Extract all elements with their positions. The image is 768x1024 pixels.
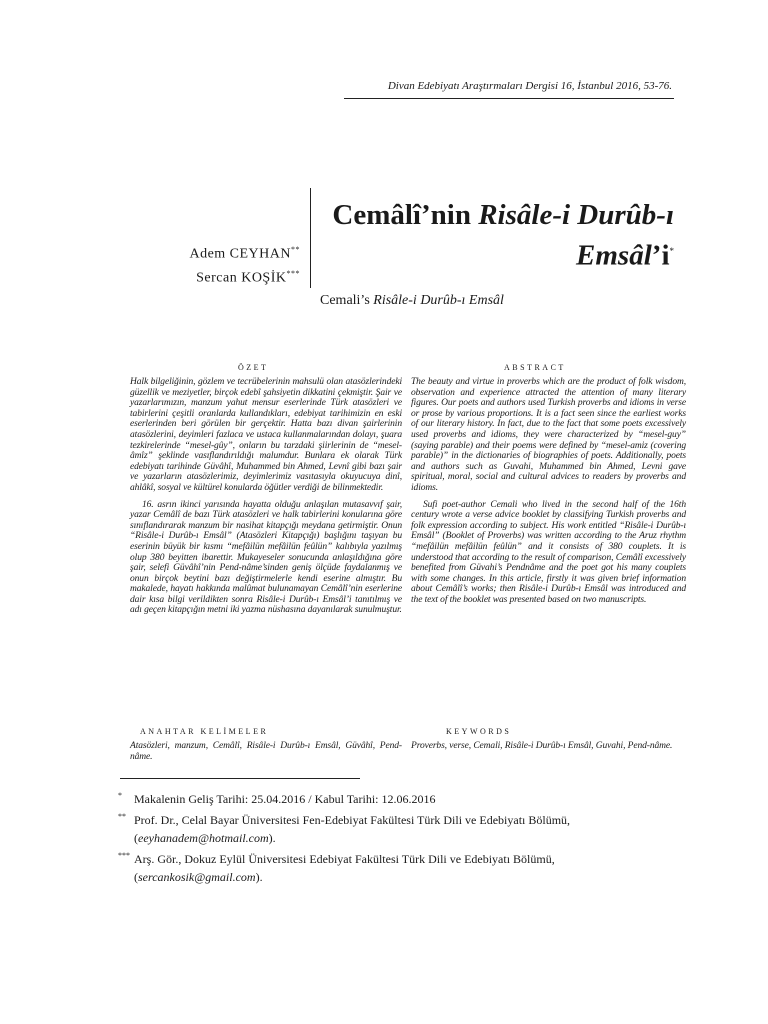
footnote-2 bbox=[118, 811, 678, 847]
footnote-text: Arş. Gör., Dokuz Eylül Üniversitesi Edebiyat Fakültesi Türk Dili ve Edebiyatı Bölümü, ( bbox=[134, 852, 555, 884]
footnote-text-end: ). bbox=[255, 870, 263, 884]
email-link[interactable]: sercankosik@gmail.com bbox=[138, 870, 256, 884]
ozet-paragraph: Halk bilgeliğinin, gözlem ve tecrübelerinin mahsulü olan atasözlerindeki güzellik ve meziyetler, birçok edebî şahsiyetin dikkatini çekmiştir. Şair ve yazarlarımızın, manzum yahut mensur eserlerinde Türk atasözleri ve tabirlerini çeşitli oranlarda kullandıkları, edebiyat tarihimizin en eski eserlerinden beri görülen bir gerçektir. Hatta bazı divan şairlerinin atasözlerini, deyimleri fazlaca ve ustaca kullanmalarından dolayı, şuara tezkirelerinde “mesel-gûy”, onların bu tarzdaki şiirlerinin de “mesel-âmîz” şeklinde vasıflandırıldığı malumdur. Bunlara ek olarak Türk edebiyatı tarihinde Güvâhî, Muhammed bin Ahmed, Levnî gibi bazı şair ve yazarların atasözlerimiz, deyimlerimiz vasıtasıyla okuyucuya dinî, ahlâkî, sosyal ve kültürel konularda öğütler verdiği de bilinmektedir. bbox=[130, 377, 402, 493]
author-1-name: Adem CEYHAN bbox=[189, 246, 291, 262]
keywords-en-label: KEYWORDS bbox=[446, 727, 512, 736]
footnote-3 bbox=[118, 850, 678, 886]
article-title bbox=[318, 197, 674, 274]
ozet-label: ÖZET bbox=[238, 363, 269, 372]
title-footnote-mark: * bbox=[669, 246, 674, 256]
abstract-label: ABSTRACT bbox=[504, 363, 566, 372]
abstract-body bbox=[411, 377, 686, 605]
footnote-text: Prof. Dr., Celal Bayar Üniversitesi Fen-Edebiyat Fakültesi Türk Dili ve Edebiyatı Bölümü, ( bbox=[134, 813, 571, 845]
footnotes bbox=[118, 790, 678, 889]
footnote-text-end: ). bbox=[268, 831, 276, 845]
keywords-tr: Atasözleri, manzum, Cemâlî, Risâle-i Durûb-ı Emsâl, Güvâhî, Pend-nâme. bbox=[130, 741, 402, 762]
footnote-1 bbox=[118, 790, 678, 808]
keywords-tr-label: ANAHTAR KELİMELER bbox=[140, 727, 269, 736]
title-divider bbox=[310, 188, 311, 288]
author-1-footnote-mark: ** bbox=[291, 245, 300, 254]
author-name bbox=[120, 240, 300, 264]
footnote-mark: * bbox=[118, 791, 122, 800]
footnote-mark: ** bbox=[118, 812, 126, 821]
journal-header: Divan Edebiyatı Araştırmaları Dergisi 16, İstanbul 2016, 53-76. bbox=[387, 80, 672, 92]
author-2-name: Sercan KOŞİK bbox=[196, 270, 287, 286]
title-part-italic: Risâle-i Durûb-ı Emsâl bbox=[478, 199, 674, 272]
footnote-mark: *** bbox=[118, 851, 130, 860]
footnote-rule bbox=[120, 778, 360, 779]
ozet-body bbox=[130, 377, 402, 616]
author-name bbox=[120, 264, 300, 288]
subtitle-italic: Risâle-i Durûb-ı Emsâl bbox=[373, 293, 504, 308]
email-link[interactable]: eeyhanadem@hotmail.com bbox=[138, 831, 269, 845]
header-rule bbox=[344, 98, 674, 99]
footnote-text: Makalenin Geliş Tarihi: 25.04.2016 / Kabul Tarihi: 12.06.2016 bbox=[134, 792, 436, 806]
title-part-3: ’i bbox=[651, 239, 670, 272]
author-block bbox=[120, 240, 300, 287]
author-2-footnote-mark: *** bbox=[286, 268, 300, 278]
subtitle-prefix: Cemali’s bbox=[320, 293, 374, 308]
abstract-paragraph: The beauty and virtue in proverbs which are the product of folk wisdom, observation and experience attracted the attention of many literary figures. Our poets and authors used Turkish proverbs and idioms in verse or prose by various proportions. It is a fact seen since the earliest works of our literary history. In fact, due to the fact that some poets excessively used proverbs and idioms, they were characterized by “mesel-guy” (saying parable) and their poems were defined by “mesel-amiz (covering parable)” in the dictionaries of biographies of poets. Additionally, poets and authors such as Guvahi, Muhammed bin Ahmed, Levni gave spiritual, moral, social and cultural advices to readers by proverbs and idioms. bbox=[411, 377, 686, 493]
title-part-1: Cemâlî’nin bbox=[332, 199, 479, 231]
ozet-paragraph: 16. asrın ikinci yarısında hayatta olduğu anlaşılan mutasavvıf şair, yazar Cemâlî de bazı Türk atasözleri ve halk tabirlerini konularına göre sınıflandırarak manzum bir nasihat kitapçığı meydana getirmiştir. Onun “Risâle-i Durûb-ı Emsâl” (Atasözleri Kitapçığı) başlığını taşıyan bu eserinin büyük bir kısmı “mefâilün mefâilün feûlün” kalıbıyla yazılmış olup 380 beyitten ibarettir. Mukayeseler sonucunda anlaşıldığına göre şair, selefi Güvâhî’nin Pend-nâme’sinden geniş ölçüde faydalanmış ve onun birçok beytini bazı değiştirmelerle kendi eserine almıştır. Bu makalede, hayatı hakkında malûmat bulunamayan Cemâlî’nin eserlerine dair kısa bilgi verildikten sonra Risâle-i Durûb-ı Emsâl’i tanıtılmış ve adı geçen kitapçığın metni iki yazma nüshasına dayanılarak sunulmuştur. bbox=[130, 499, 402, 616]
article-subtitle bbox=[320, 293, 660, 309]
keywords-en: Proverbs, verse, Cemali, Risâle-i Durûb-ı Emsâl, Guvahi, Pend-nâme. bbox=[411, 741, 673, 751]
abstract-paragraph: Sufi poet-author Cemali who lived in the second half of the 16th century wrote a verse advice booklet by classifying Turkish proverbs and folk expression according to subject. His work entitled “Risâle-i Durûb-ı Emsâl” (Booklet of Proverbs) was written according to the Aruz rhythm “mefâilün mefâilün feûlün” and it consists of 380 couplets. It is understood that according to the result of comparison, Cemâlî excessively benefited from Güvahi’s Pendnâme and the poet got his many couplets with some changes. In this article, firstly it was given brief information about Cemâlî’s works; then Risâle-i Durûb-ı Emsâl was introduced and the text of the booklet was presented based on two manuscripts. bbox=[411, 499, 686, 605]
